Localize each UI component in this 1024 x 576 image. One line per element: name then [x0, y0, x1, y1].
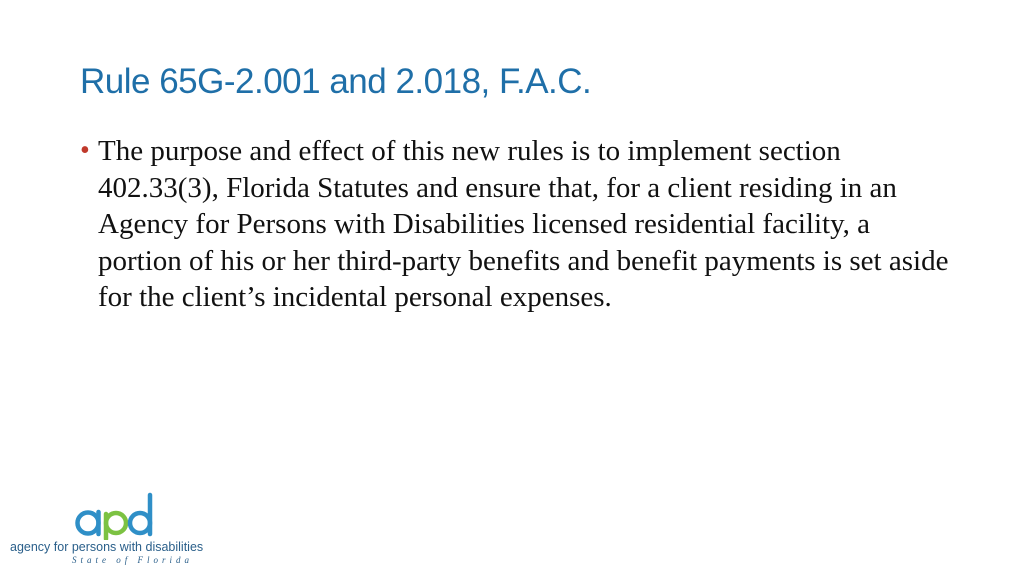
bullet-text: The purpose and effect of this new rules is to implement section 402.33(3), Florida Statutes and ensure that, for a client residing in an Agency for Persons with Disabilities licensed residential facility, a portion of his or her third-party benefits and benefit payments is set aside for the client’s incidental personal expenses. — [98, 135, 949, 313]
apd-logo — [8, 492, 223, 568]
bullet-list — [80, 133, 960, 316]
logo-state: State of Florida — [72, 555, 193, 565]
bullet-marker: • — [80, 135, 90, 166]
apd-logo-mark-icon — [72, 492, 158, 540]
logo-tagline: agency for persons with disabilities — [10, 540, 204, 554]
slide-title: Rule 65G-2.001 and 2.018, F.A.C. — [80, 62, 592, 101]
